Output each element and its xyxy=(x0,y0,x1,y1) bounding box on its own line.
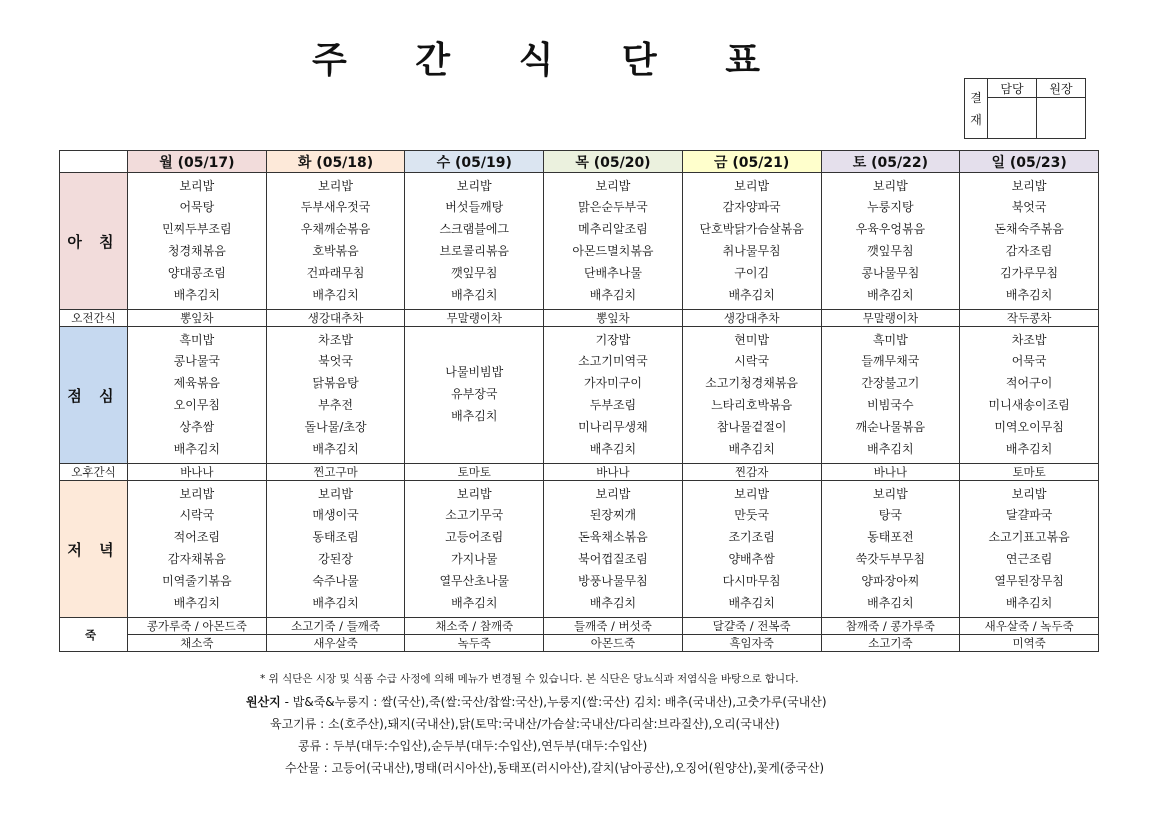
menu-item: 두부새우젓국 xyxy=(300,200,371,215)
dinner-cell xyxy=(128,481,267,618)
breakfast-cell xyxy=(266,173,405,310)
juk1-cell: 달걀죽 / 전복죽 xyxy=(682,618,821,635)
am_snack-cell: 작두콩차 xyxy=(960,310,1099,327)
menu-item: 부추전 xyxy=(318,398,353,412)
menu-item: 배추김치 xyxy=(451,287,498,302)
menu-item: 돈육채소볶음 xyxy=(578,530,648,545)
menu-item: 맑은순두부국 xyxy=(578,200,648,215)
day-header-6: 일 (05/23) xyxy=(960,151,1099,173)
menu-item: 소고기미역국 xyxy=(578,354,648,369)
menu-item: 참나물겉절이 xyxy=(716,419,787,434)
day-header-2: 수 (05/19) xyxy=(405,151,544,173)
menu-item: 현미밥 xyxy=(734,332,770,347)
menu-item: 시락국 xyxy=(734,354,770,369)
juk2-cell: 소고기죽 xyxy=(821,635,960,652)
origin-line: - 밥&죽&누룽지 : 쌀(국산),죽(쌀:국산/찹쌀:국산),누룽지(쌀:국산) 김치: 배추(국내산),고춧가루(국내산) xyxy=(280,695,827,709)
day-header-0: 월 (05/17) xyxy=(128,151,267,173)
menu-item: 열무산초나물 xyxy=(439,573,510,588)
dinner-row xyxy=(60,481,1099,618)
dinner-cell xyxy=(405,481,544,618)
breakfast-cell xyxy=(128,173,267,310)
bean-origin-note: 콩류 : 두부(대두:수입산),순두부(대두:수입산),연두부(대두:수입산) xyxy=(298,739,648,753)
menu-item: 북엇국 xyxy=(318,354,353,369)
day-header-row xyxy=(60,151,1099,173)
pm_snack-cell: 바나나 xyxy=(821,464,960,481)
am_snack-cell: 뽕잎차 xyxy=(128,310,267,327)
am-snack-row xyxy=(60,310,1099,327)
menu-item: 배추김치 xyxy=(589,287,637,302)
meal-label-breakfast: 아 침 xyxy=(60,173,128,310)
menu-item: 배추김치 xyxy=(312,441,359,456)
am_snack-cell: 생강대추차 xyxy=(266,310,405,327)
menu-item: 보리밥 xyxy=(318,178,353,193)
breakfast-row xyxy=(60,173,1099,310)
breakfast-cell xyxy=(405,173,544,310)
pm_snack-cell: 찐고구마 xyxy=(266,464,405,481)
menu-item: 적어조림 xyxy=(173,530,221,545)
dinner-cell xyxy=(266,481,405,618)
juk2-cell: 미역죽 xyxy=(960,635,1099,652)
menu-item: 시락국 xyxy=(179,508,215,523)
menu-item: 보리밥 xyxy=(456,486,492,501)
meat-origin-note: 육고기류 : 소(호주산),돼지(국내산),닭(토막:국내산/가슴살:국내산/다리살:브라질산),오리(국내산) xyxy=(270,717,780,731)
day-header-5: 토 (05/22) xyxy=(821,151,960,173)
approval-role-director: 원장 xyxy=(1037,79,1086,98)
menu-item: 아몬드멸치볶음 xyxy=(572,244,654,258)
menu-item: 배추김치 xyxy=(728,441,775,456)
menu-item: 탕국 xyxy=(878,508,902,523)
menu-item: 제육볶음 xyxy=(173,376,221,391)
menu-item: 깻잎무침 xyxy=(867,244,914,258)
menu-item: 차조밥 xyxy=(1011,332,1047,347)
menu-item: 양배추쌈 xyxy=(728,552,775,566)
menu-item: 우육우엉볶음 xyxy=(855,222,926,237)
menu-item: 두부조림 xyxy=(589,398,637,412)
lunch-cell xyxy=(821,327,960,464)
menu-item: 강된장 xyxy=(318,552,353,566)
menu-item: 소고기청경채볶음 xyxy=(705,376,799,391)
menu-item: 돌나물/초장 xyxy=(304,419,367,434)
menu-item: 열무된장무침 xyxy=(994,573,1064,588)
breakfast-cell xyxy=(960,173,1099,310)
menu-item: 보리밥 xyxy=(734,178,770,193)
page-title: 주 간 식 단 표 xyxy=(311,40,788,81)
menu-item: 북엇국 xyxy=(1011,200,1047,215)
menu-item: 간장불고기 xyxy=(861,376,920,391)
juk1-cell: 참깨죽 / 콩가루죽 xyxy=(821,618,960,635)
menu-item: 기장밥 xyxy=(595,332,631,347)
pm-snack-row xyxy=(60,464,1099,481)
menu-item: 깻잎무침 xyxy=(451,265,498,280)
day-header-3: 목 (05/20) xyxy=(544,151,683,173)
juk-row-2 xyxy=(60,635,1099,652)
menu-item: 나물비빔밥 xyxy=(445,365,504,380)
menu-item: 브로콜리볶음 xyxy=(439,244,510,258)
menu-item: 미나리무생채 xyxy=(578,419,648,434)
menu-item: 메추리알조림 xyxy=(578,222,648,237)
breakfast-cell xyxy=(682,173,821,310)
menu-item: 보리밥 xyxy=(734,486,770,501)
menu-item: 흑미밥 xyxy=(872,332,908,347)
menu-item: 구이김 xyxy=(734,265,770,280)
pm_snack-cell: 토마토 xyxy=(405,464,544,481)
dinner-cell xyxy=(821,481,960,618)
menu-item: 배추김치 xyxy=(867,595,914,610)
day-header-4: 금 (05/21) xyxy=(682,151,821,173)
approval-box xyxy=(964,78,1086,139)
menu-item: 배추김치 xyxy=(451,595,498,610)
menu-item: 깨순나물볶음 xyxy=(855,419,926,434)
day-header-1: 화 (05/18) xyxy=(266,151,405,173)
menu-item: 우채깨순볶음 xyxy=(300,222,371,237)
snack-label-pm: 오후간식 xyxy=(60,464,128,481)
juk2-cell: 새우살죽 xyxy=(266,635,405,652)
lunch-cell xyxy=(405,327,544,464)
menu-item: 배추김치 xyxy=(451,408,498,423)
menu-item: 보리밥 xyxy=(179,178,215,193)
juk2-cell: 아몬드죽 xyxy=(544,635,683,652)
menu-item: 민찌두부조림 xyxy=(162,222,232,237)
menu-item: 배추김치 xyxy=(173,441,221,456)
seafood-origin-note: 수산물 : 고등어(국내산),명태(러시아산),동태포(러시아산),갈치(남아공산),오징어(원양산),꽃게(중국산) xyxy=(285,761,825,775)
menu-item: 단배추나물 xyxy=(583,265,642,280)
menu-item: 돈채숙주볶음 xyxy=(994,222,1064,237)
menu-item: 어묵탕 xyxy=(179,200,215,215)
pm_snack-cell: 바나나 xyxy=(544,464,683,481)
menu-item: 청경채볶음 xyxy=(167,244,226,258)
menu-item: 배추김치 xyxy=(312,595,359,610)
menu-item: 배추김치 xyxy=(173,595,221,610)
dinner-cell xyxy=(960,481,1099,618)
menu-item: 미역오이무침 xyxy=(994,419,1064,434)
menu-item: 차조밥 xyxy=(318,332,353,347)
menu-item: 배추김치 xyxy=(728,287,775,302)
menu-item: 조기조림 xyxy=(728,530,775,545)
menu-item: 콩나물국 xyxy=(173,354,221,369)
origin-label: 원산지 xyxy=(246,695,281,709)
menu-item: 배추김치 xyxy=(589,595,637,610)
menu-item: 상추쌈 xyxy=(179,419,215,434)
weekly-menu-table xyxy=(59,150,1099,652)
menu-item: 보리밥 xyxy=(456,178,492,193)
lunch-row xyxy=(60,327,1099,464)
menu-item: 배추김치 xyxy=(1005,287,1053,302)
menu-item: 유부장국 xyxy=(451,387,498,402)
menu-item: 누룽지탕 xyxy=(867,200,914,215)
meal-label-juk: 죽 xyxy=(60,618,128,652)
menu-item: 동태조림 xyxy=(312,530,359,545)
lunch-cell xyxy=(266,327,405,464)
approval-label: 결 재 xyxy=(965,79,988,139)
lunch-cell xyxy=(682,327,821,464)
juk1-cell: 들깨죽 / 버섯죽 xyxy=(544,618,683,635)
menu-item: 버섯들깨탕 xyxy=(445,200,504,215)
menu-item: 된장찌개 xyxy=(589,508,637,523)
menu-item: 느타리호박볶음 xyxy=(711,398,793,412)
menu-item: 양파장아찌 xyxy=(861,573,920,588)
menu-item: 배추김치 xyxy=(312,287,359,302)
menu-item: 가지나물 xyxy=(451,552,498,566)
am_snack-cell: 무말랭이차 xyxy=(405,310,544,327)
menu-item: 북어껍질조림 xyxy=(578,552,648,566)
juk2-cell: 녹두죽 xyxy=(405,635,544,652)
menu-item: 연근조림 xyxy=(1005,552,1053,566)
menu-item: 감자조림 xyxy=(1005,244,1053,258)
menu-item: 양대콩조림 xyxy=(167,265,226,280)
meal-label-lunch: 점 심 xyxy=(60,327,128,464)
menu-item: 보리밥 xyxy=(595,486,631,501)
dinner-cell xyxy=(682,481,821,618)
menu-item: 배추김치 xyxy=(1005,595,1053,610)
menu-item: 오이무침 xyxy=(173,398,221,412)
menu-item: 미역줄기볶음 xyxy=(162,573,232,588)
juk1-cell: 소고기죽 / 들깨죽 xyxy=(266,618,405,635)
pm_snack-cell: 토마토 xyxy=(960,464,1099,481)
disclaimer-note: * 위 식단은 시장 및 식품 수급 사정에 의해 메뉴가 변경될 수 있습니다. 본 식단은 당뇨식과 저염식을 바탕으로 합니다. xyxy=(260,673,799,685)
juk1-cell: 채소죽 / 참깨죽 xyxy=(405,618,544,635)
menu-item: 호박볶음 xyxy=(312,244,359,258)
menu-item: 보리밥 xyxy=(872,178,908,193)
menu-item: 보리밥 xyxy=(1011,178,1047,193)
menu-item: 동태포전 xyxy=(867,530,914,545)
breakfast-cell xyxy=(544,173,683,310)
menu-item: 들깨무채국 xyxy=(861,354,920,369)
corner-cell xyxy=(60,151,128,173)
menu-item: 가자미구이 xyxy=(583,376,642,391)
meal-label-dinner: 저 녁 xyxy=(60,481,128,618)
menu-item: 스크램블에그 xyxy=(439,222,510,237)
menu-item: 보리밥 xyxy=(595,178,631,193)
juk2-cell: 채소죽 xyxy=(128,635,267,652)
menu-item: 콩나물무침 xyxy=(861,265,920,280)
breakfast-cell xyxy=(821,173,960,310)
menu-item: 고등어조림 xyxy=(445,530,504,545)
menu-item: 건파래무침 xyxy=(306,265,365,280)
juk1-cell: 새우살죽 / 녹두죽 xyxy=(960,618,1099,635)
menu-item: 적어구이 xyxy=(1005,376,1053,391)
menu-item: 보리밥 xyxy=(1011,486,1047,501)
menu-item: 숙주나물 xyxy=(312,573,359,588)
menu-item: 배추김치 xyxy=(1005,441,1053,456)
am_snack-cell: 무말랭이차 xyxy=(821,310,960,327)
juk2-cell: 흑임자죽 xyxy=(682,635,821,652)
lunch-cell xyxy=(544,327,683,464)
menu-item: 만둣국 xyxy=(734,508,770,523)
lunch-cell xyxy=(960,327,1099,464)
origin-note xyxy=(246,693,827,710)
menu-item: 비빔국수 xyxy=(867,398,914,412)
pm_snack-cell: 찐감자 xyxy=(682,464,821,481)
menu-item: 보리밥 xyxy=(179,486,215,501)
snack-label-am: 오전간식 xyxy=(60,310,128,327)
menu-item: 달걀파국 xyxy=(1005,508,1053,523)
menu-item: 소고기표고볶음 xyxy=(988,530,1070,545)
approval-role-staff: 담당 xyxy=(988,79,1037,98)
menu-item: 배추김치 xyxy=(867,441,914,456)
menu-item: 방풍나물무침 xyxy=(578,573,648,588)
menu-item: 소고기무국 xyxy=(445,508,504,523)
menu-item: 배추김치 xyxy=(173,287,221,302)
am_snack-cell: 뽕잎차 xyxy=(544,310,683,327)
approval-sign-director xyxy=(1037,98,1086,139)
menu-item: 다시마무침 xyxy=(722,573,781,588)
menu-item: 쑥갓두부무침 xyxy=(855,552,926,566)
menu-item: 어묵국 xyxy=(1011,354,1047,369)
menu-item: 보리밥 xyxy=(872,486,908,501)
menu-item: 닭볶음탕 xyxy=(312,376,359,391)
juk-row-1 xyxy=(60,618,1099,635)
menu-item: 배추김치 xyxy=(728,595,775,610)
menu-item: 매생이국 xyxy=(312,508,359,523)
pm_snack-cell: 바나나 xyxy=(128,464,267,481)
menu-item: 감자양파국 xyxy=(722,200,781,215)
dinner-cell xyxy=(544,481,683,618)
juk1-cell: 콩가루죽 / 아몬드죽 xyxy=(128,618,267,635)
am_snack-cell: 생강대추차 xyxy=(682,310,821,327)
menu-item: 김가루무침 xyxy=(1000,265,1059,280)
menu-item: 흑미밥 xyxy=(179,332,215,347)
lunch-cell xyxy=(128,327,267,464)
menu-item: 배추김치 xyxy=(867,287,914,302)
menu-item: 보리밥 xyxy=(318,486,353,501)
menu-item: 단호박닭가슴살볶음 xyxy=(699,222,804,237)
approval-sign-staff xyxy=(988,98,1037,139)
menu-item: 미니새송이조림 xyxy=(988,398,1070,412)
menu-item: 감자채볶음 xyxy=(167,552,226,566)
menu-item: 배추김치 xyxy=(589,441,637,456)
menu-item: 취나물무침 xyxy=(722,244,781,258)
